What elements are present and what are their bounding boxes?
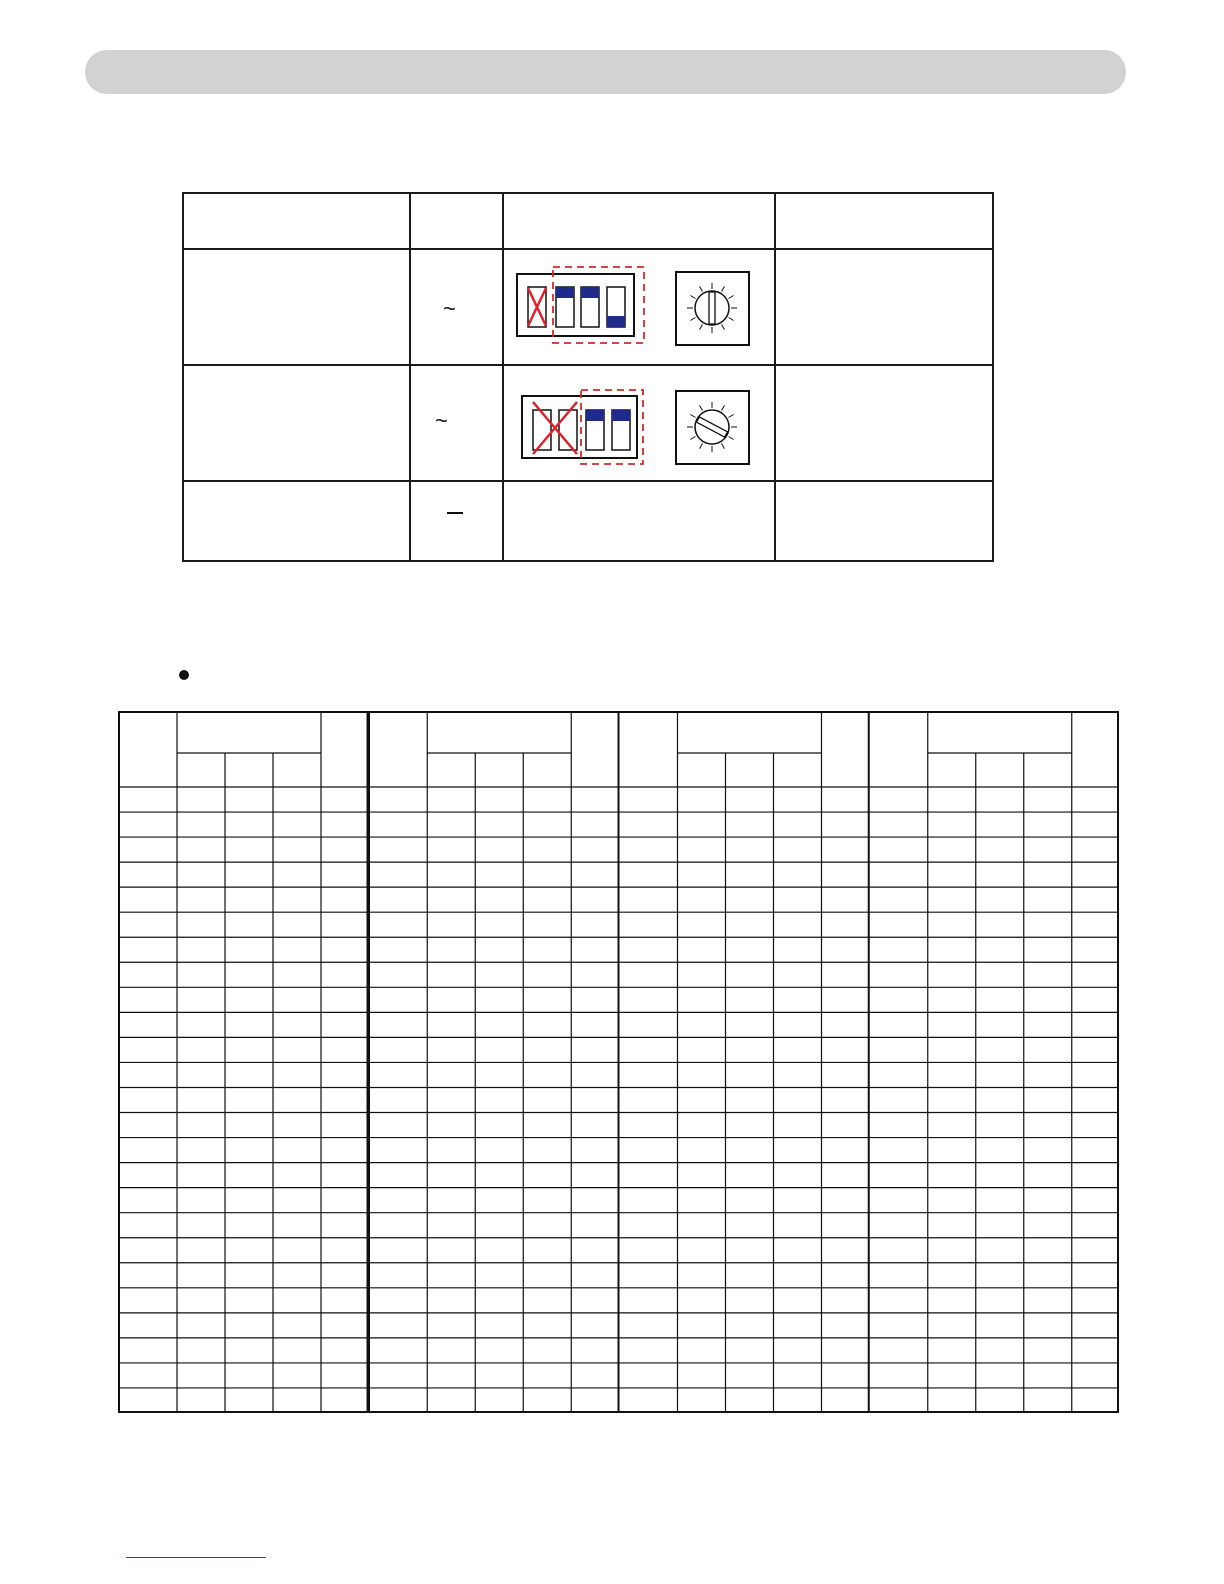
- range-symbol: ~: [435, 408, 448, 433]
- switch-diagram: [504, 250, 774, 366]
- switch-setting-cell: [503, 365, 775, 481]
- cross-mark-icon: [528, 288, 546, 326]
- range-cell: [410, 249, 503, 365]
- footer-link-underline: [126, 1557, 266, 1558]
- table-header-cell: [183, 193, 410, 249]
- address-grid-table: [118, 711, 1119, 1413]
- rotary-dial-icon: [676, 391, 749, 464]
- table-cell: [775, 249, 993, 365]
- table-row: [183, 249, 993, 365]
- range-dash: [447, 512, 463, 514]
- table-cell: [775, 365, 993, 481]
- switch-setting-table: [182, 192, 994, 562]
- switch-diagram: [504, 366, 774, 482]
- table-header-cell: [410, 193, 503, 249]
- dip-switch-icon: [522, 390, 643, 464]
- rotary-dial-icon: [676, 272, 749, 345]
- table-cell: [183, 481, 410, 561]
- table-cell: [775, 481, 993, 561]
- switch-setting-cell: [503, 249, 775, 365]
- range-cell: [410, 365, 503, 481]
- bullet-icon: [179, 670, 189, 680]
- cross-mark-icon: [533, 402, 577, 454]
- range-symbol: ~: [443, 296, 456, 321]
- table-cell: [183, 249, 410, 365]
- range-cell: [410, 481, 503, 561]
- table-row: [183, 481, 993, 561]
- table-row: [183, 365, 993, 481]
- table-cell: [183, 365, 410, 481]
- table-cell: [503, 481, 775, 561]
- table-header-cell: [503, 193, 775, 249]
- header-bar: [85, 50, 1126, 94]
- table-header-cell: [775, 193, 993, 249]
